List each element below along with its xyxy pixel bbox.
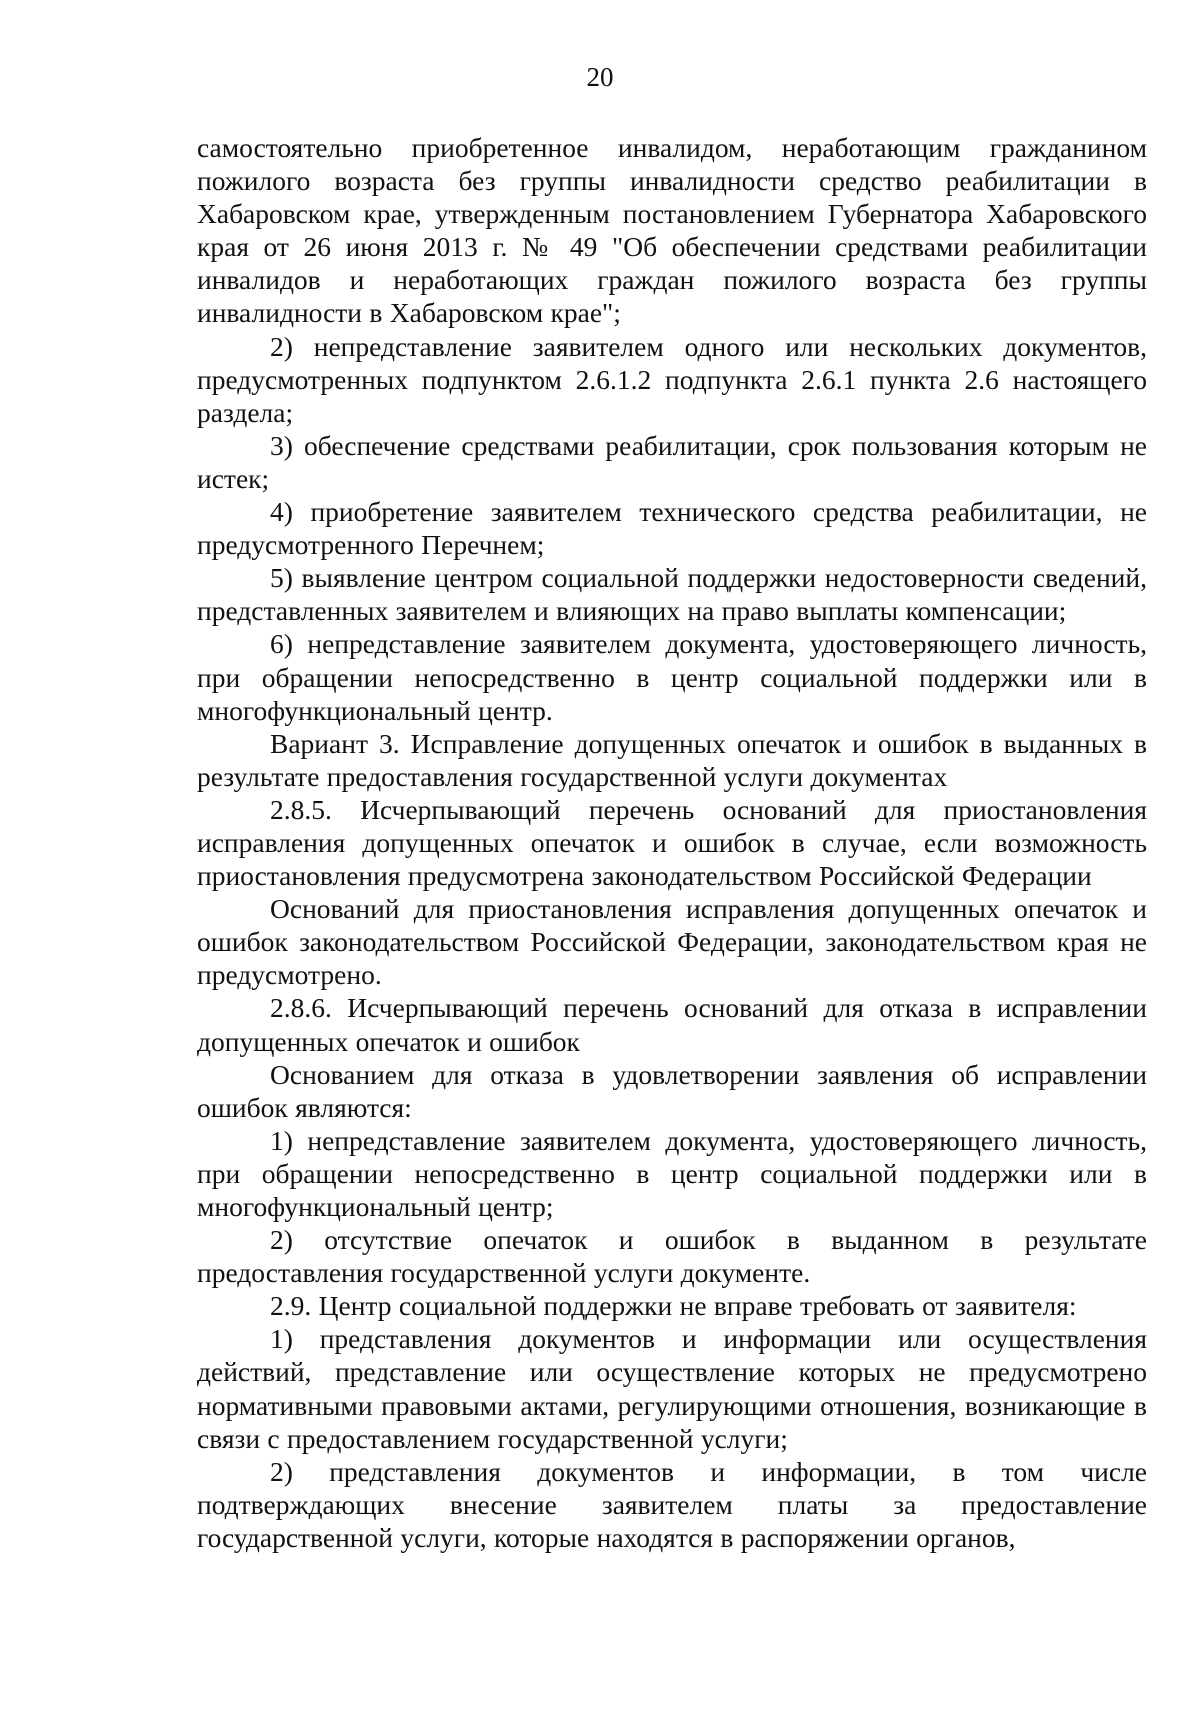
section-heading-variant-3: Вариант 3. Исправление допущенных опечаток и ошибок в выданных в результате предоставления государственной услуги документах xyxy=(197,727,1147,792)
list-item-6: 6) непредставление заявителем документа, удостоверяющего личность, при обращении непосредственно в центр социальной поддержки или в многофункциональный центр. xyxy=(197,628,1147,726)
list-item-2: 2) непредставление заявителем одного или нескольких документов, предусмотренных подпунктом 2.6.1.2 подпункта 2.6.1 пункта 2.6 настоящего раздела; xyxy=(197,330,1147,428)
list-item-4: 4) приобретение заявителем технического средства реабилитации, не предусмотренного Перечнем; xyxy=(197,496,1147,561)
clause-2-8-6-heading: 2.8.6. Исчерпывающий перечень оснований для отказа в исправлении допущенных опечаток и ошибок xyxy=(197,992,1147,1057)
page-number: 20 xyxy=(586,62,614,92)
clause-2-9-item-2: 2) представления документов и информации, в том числе подтверждающих внесение заявителем платы за предоставление государственной услуги, которые находятся в распоряжении органов, xyxy=(197,1455,1147,1553)
refusal-item-2: 2) отсутствие опечаток и ошибок в выданном в результате предоставления государственной услуги документе. xyxy=(197,1224,1147,1289)
page-body xyxy=(197,131,1147,1554)
clause-2-9-heading: 2.9. Центр социальной поддержки не вправе требовать от заявителя: xyxy=(270,1290,1077,1322)
list-item-5: 5) выявление центром социальной поддержки недостоверности сведений, представленных заявителем и влияющих на право выплаты компенсации; xyxy=(197,562,1147,627)
clause-2-8-6-text: Основанием для отказа в удовлетворении заявления об исправлении ошибок являются: xyxy=(197,1058,1147,1123)
paragraph-continuation: самостоятельно приобретенное инвалидом, неработающим гражданином пожилого возраста без группы инвалидности средство реабилитации в Хабаровском крае, утвержденным постановлением Губернатора Хабаровского края от 26 июня 2013 г. № 49 "Об обеспечении средствами реабилитации инвалидов и неработающих граждан пожилого возраста без группы инвалидности в Хабаровском крае"; xyxy=(197,132,1147,329)
refusal-item-1: 1) непредставление заявителем документа, удостоверяющего личность, при обращении непосредственно в центр социальной поддержки или в многофункциональный центр; xyxy=(197,1124,1147,1222)
clause-2-8-5-text: Оснований для приостановления исправления допущенных опечаток и ошибок законодательством Российской Федерации, законодательством края не предусмотрено. xyxy=(197,893,1147,991)
list-item-3: 3) обеспечение средствами реабилитации, срок пользования которым не истек; xyxy=(197,429,1147,494)
clause-2-9-item-1: 1) представления документов и информации или осуществления действий, представление или осуществление которых не предусмотрено нормативными правовыми актами, регулирующими отношения, возникающие в связи с предоставлением государственной услуги; xyxy=(197,1323,1147,1454)
clause-2-8-5-heading: 2.8.5. Исчерпывающий перечень оснований для приостановления исправления допущенных опечаток и ошибок в случае, если возможность приостановления предусмотрена законодательством Российской Федерации xyxy=(197,793,1147,892)
